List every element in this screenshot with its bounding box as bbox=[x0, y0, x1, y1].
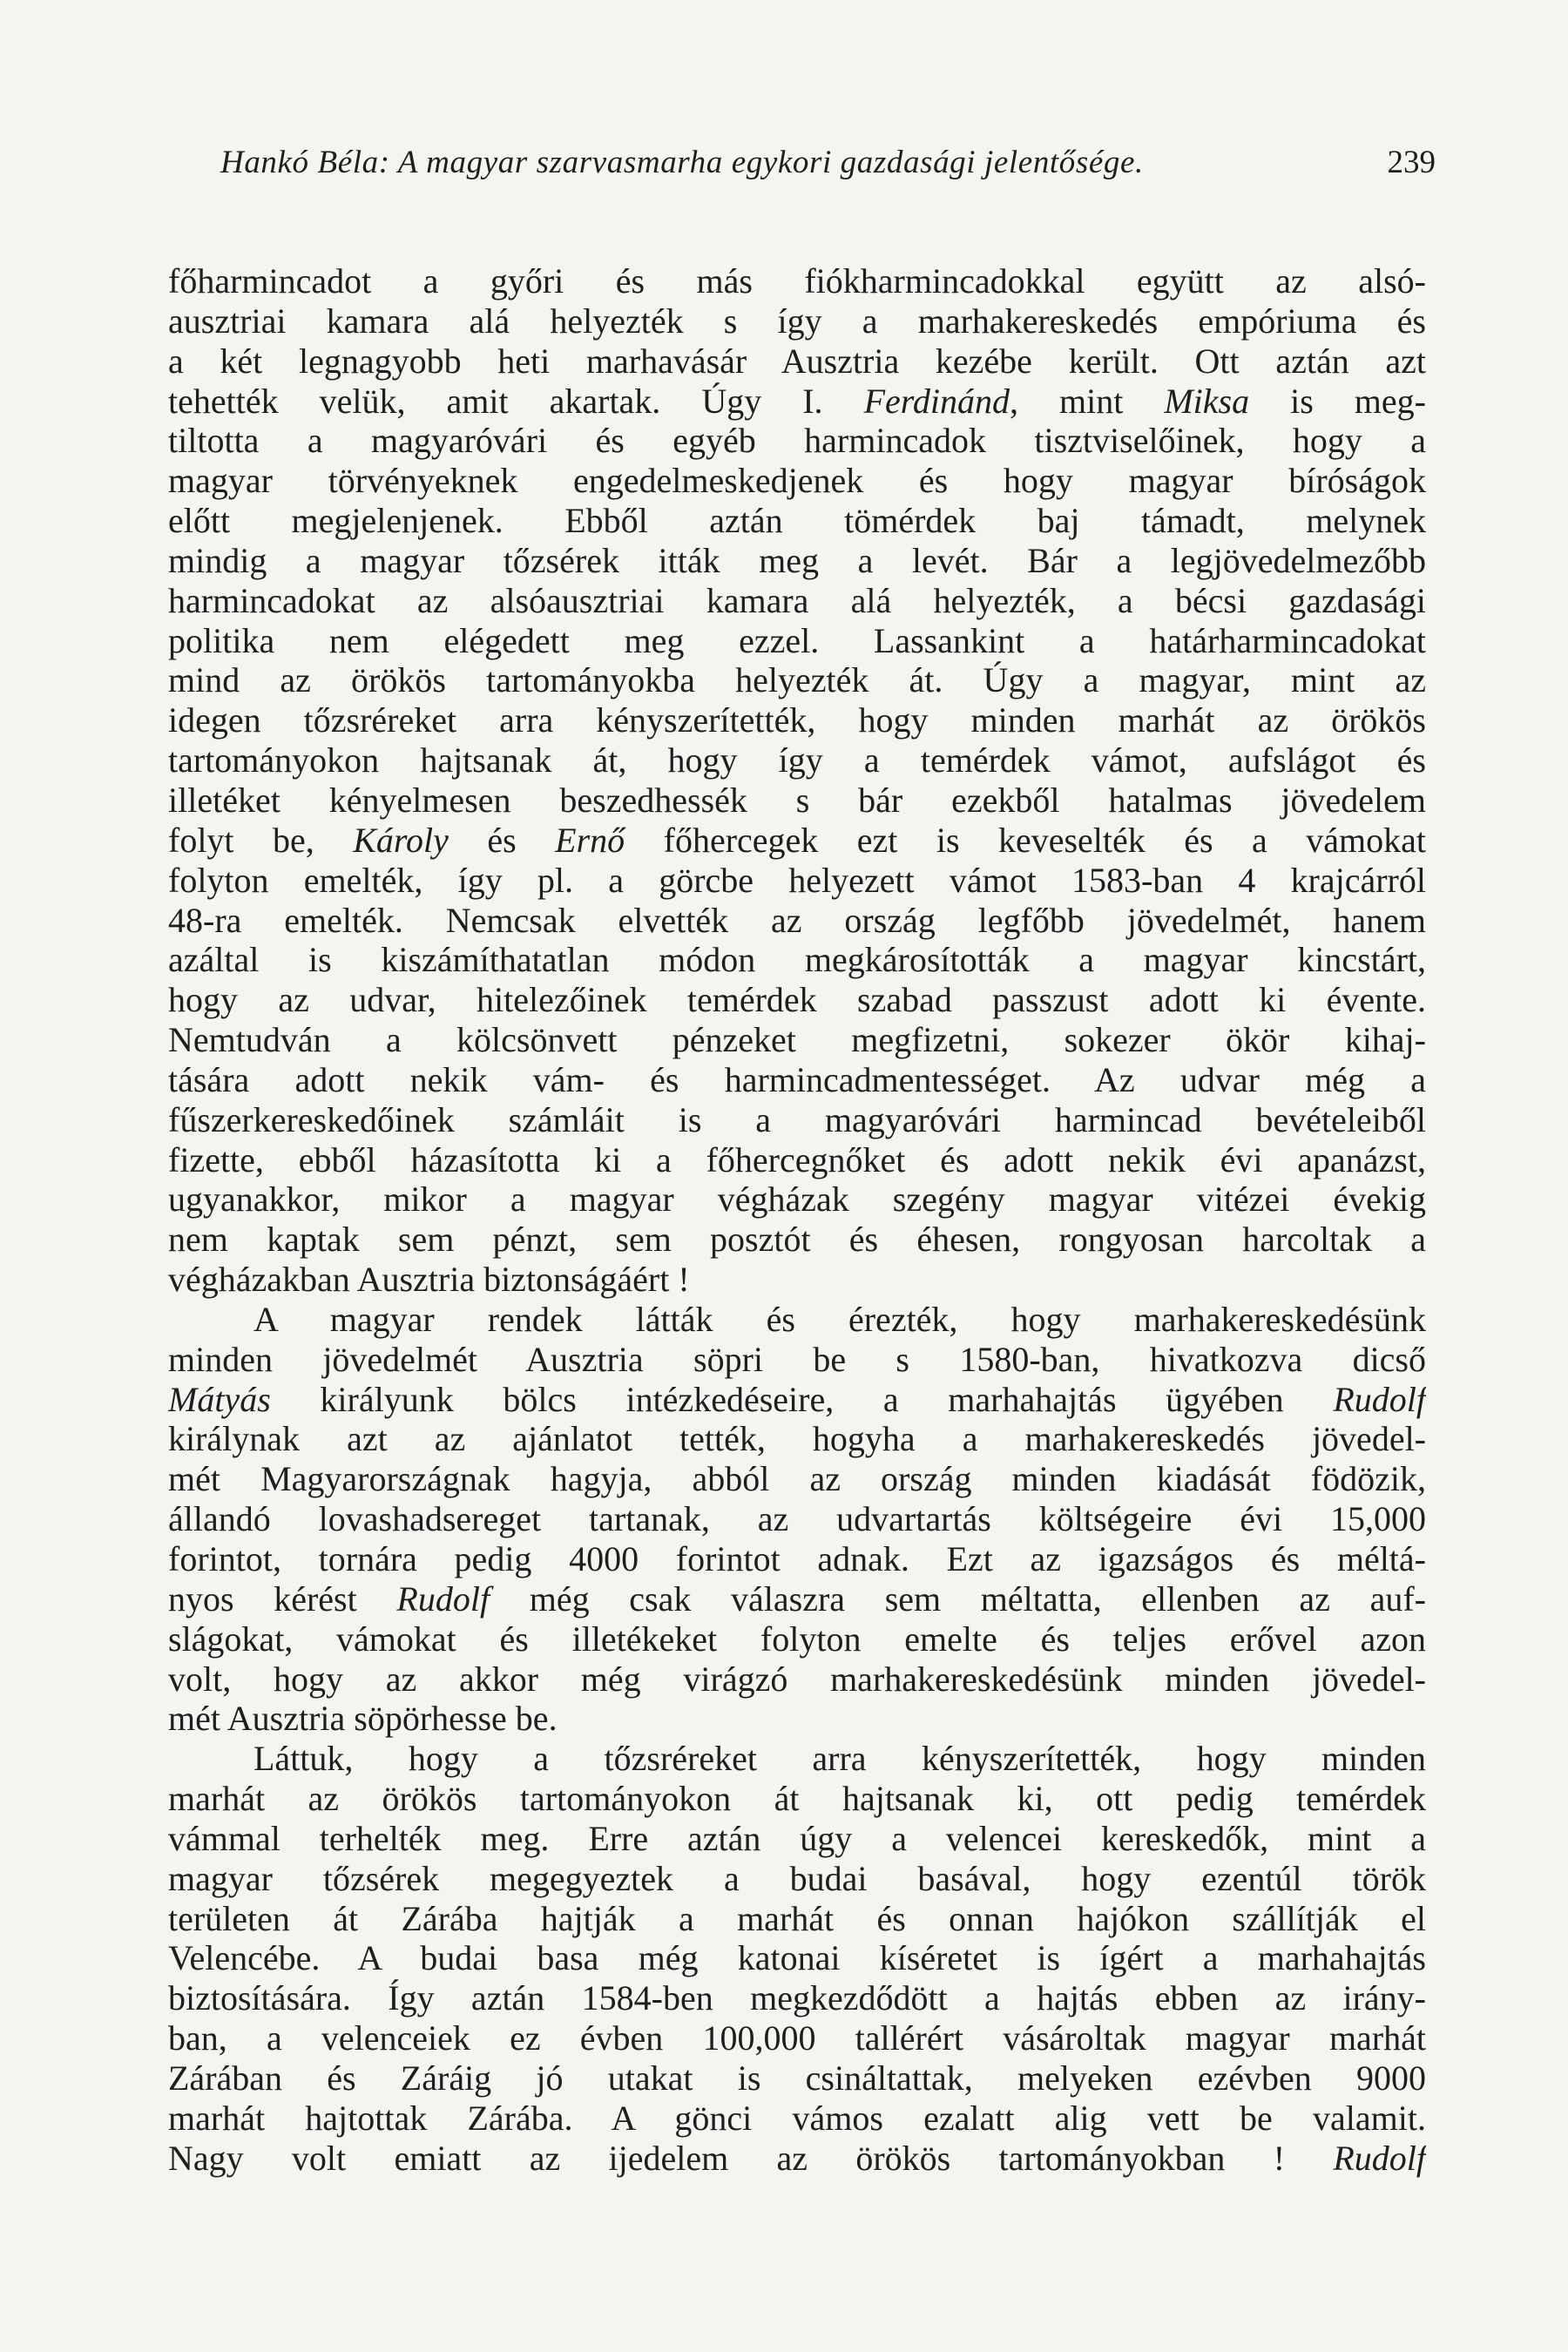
text-run: ban, a velenceiek ez évben 100,000 tallérért vásároltak magyar marhát bbox=[168, 2018, 1426, 2058]
text-run: vámmal terhelték meg. Erre aztán úgy a velencei kereskedők, mint a bbox=[168, 1818, 1426, 1858]
text-run: harmincadokat az alsóausztriai kamara alá helyezték, a bécsi gazdasági bbox=[168, 580, 1426, 620]
text-run: marhát az örökös tartományokon át hajtsanak ki, ott pedig temérdek bbox=[168, 1779, 1426, 1819]
text-run: előtt megjelenjenek. Ebből aztán tömérdek baj támadt, melynek bbox=[168, 501, 1426, 541]
italic-name: Miksa bbox=[1164, 381, 1250, 421]
text-line bbox=[168, 1220, 1426, 1260]
text-line bbox=[168, 1179, 1426, 1220]
text-line bbox=[168, 1899, 1426, 1939]
text-run: még csak válaszra sem méltatta, ellenben az auf- bbox=[490, 1578, 1426, 1619]
body-text bbox=[168, 261, 1426, 2179]
text-run: minden jövedelmét Ausztria söpri be s 1580-ban, hivatkozva dicső bbox=[168, 1339, 1426, 1379]
text-run: idegen tőzsréreket arra kényszerítették, hogy minden marhát az örökös bbox=[168, 700, 1426, 740]
italic-name: Rudolf bbox=[1333, 2138, 1426, 2178]
text-run: forintot, tornára pedig 4000 forintot adnak. Ezt az igazságos és méltá- bbox=[168, 1539, 1426, 1578]
text-line bbox=[168, 1978, 1426, 2018]
text-run: állandó lovashadsereget tartanak, az udvartartás költségeire évi 15,000 bbox=[168, 1499, 1426, 1539]
text-line bbox=[168, 1579, 1426, 1619]
text-line bbox=[168, 581, 1426, 621]
text-run: biztosítására. Így aztán 1584-ben megkezdődött a hajtás ebben az irány- bbox=[168, 1978, 1426, 2018]
text-line bbox=[168, 1739, 1426, 1779]
text-line bbox=[168, 980, 1426, 1020]
text-run: mind az örökös tartományokba helyezték át. Úgy a magyar, mint az bbox=[168, 660, 1426, 700]
text-run: területen át Zárába hajtják a marhát és onnan hajókon szállítják el bbox=[168, 1898, 1426, 1938]
text-run: tartományokon hajtsanak át, hogy így a temérdek vámot, aufslágot és bbox=[168, 740, 1426, 781]
text-line bbox=[168, 1020, 1426, 1060]
text-line bbox=[168, 1060, 1426, 1100]
text-run: illetéket kényelmesen beszedhessék s bár ezekből hatalmas jövedelem bbox=[168, 780, 1426, 820]
text-line bbox=[168, 660, 1426, 700]
text-run: Nemtudván a kölcsönvett pénzeket megfizetni, sokezer ökör kihaj- bbox=[168, 1020, 1426, 1060]
text-line bbox=[168, 940, 1426, 980]
text-run: Zárában és Záráig jó utakat is csináltattak, melyeken ezévben 9000 bbox=[168, 2058, 1426, 2098]
running-title: Hankó Béla: A magyar szarvasmarha egykori gazdasági jelentősége. bbox=[220, 145, 1144, 180]
text-line bbox=[168, 1140, 1426, 1180]
text-run: azáltal is kiszámíthatatlan módon megkárosították a magyar kincstárt, bbox=[168, 940, 1426, 980]
text-run: fűszerkereskedőinek számláit is a magyaróvári harmincad bevételeiből bbox=[168, 1099, 1426, 1139]
text-line bbox=[168, 382, 1426, 422]
text-run: volt, hogy az akkor még virágzó marhakereskedésünk minden jövedel- bbox=[168, 1659, 1426, 1699]
text-line bbox=[168, 341, 1426, 382]
text-line bbox=[168, 2139, 1426, 2179]
text-line bbox=[168, 1380, 1426, 1420]
text-line bbox=[168, 1260, 1426, 1300]
text-line bbox=[168, 1539, 1426, 1579]
text-line bbox=[168, 1938, 1426, 1978]
text-line bbox=[168, 501, 1426, 541]
text-line bbox=[168, 1459, 1426, 1499]
text-line bbox=[168, 621, 1426, 661]
text-line bbox=[168, 1499, 1426, 1539]
text-run: magyar tőzsérek megegyeztek a budai basával, hogy ezentúl török bbox=[168, 1858, 1426, 1898]
text-line bbox=[168, 740, 1426, 781]
italic-name: Rudolf bbox=[1333, 1379, 1426, 1419]
text-run: Velencébe. A budai basa még katonai kíséretet is ígért a marhahajtás bbox=[168, 1938, 1426, 1978]
text-line bbox=[168, 1100, 1426, 1140]
page-number: 239 bbox=[1387, 145, 1436, 180]
text-line bbox=[168, 1859, 1426, 1899]
text-run: A magyar rendek látták és érezték, hogy marhakereskedésünk bbox=[253, 1299, 1426, 1339]
text-line bbox=[168, 1340, 1426, 1380]
text-run: királynak azt az ajánlatot tették, hogyha a marhakereskedés jövedel- bbox=[168, 1419, 1426, 1459]
text-run: Láttuk, hogy a tőzsréreket arra kényszerítették, hogy minden bbox=[253, 1739, 1426, 1779]
text-run: és bbox=[448, 820, 556, 860]
text-line bbox=[168, 1819, 1426, 1859]
text-run: végházakban Ausztria biztonságáért ! bbox=[168, 1260, 690, 1300]
text-line bbox=[168, 781, 1426, 821]
text-run: királyunk bölcs intézkedéseire, a marhahajtás ügyében bbox=[270, 1379, 1334, 1419]
text-line bbox=[168, 1659, 1426, 1700]
text-run: tehették velük, amit akartak. Úgy I. bbox=[168, 381, 864, 421]
text-line bbox=[168, 301, 1426, 341]
text-run: mét Magyarországnak hagyja, abból az ország minden kiadását födözik, bbox=[168, 1459, 1426, 1499]
italic-name: Ferdinánd bbox=[863, 381, 1010, 421]
italic-name: Károly bbox=[353, 820, 449, 860]
text-run: marhát hajtottak Zárába. A gönci vámos ezalatt alig vett be valamit. bbox=[168, 2098, 1426, 2138]
text-line bbox=[168, 700, 1426, 740]
text-line bbox=[168, 821, 1426, 861]
text-line bbox=[168, 461, 1426, 501]
text-run: tására adott nekik vám- és harmincadmentességet. Az udvar még a bbox=[168, 1059, 1426, 1099]
text-run: folyt be, bbox=[168, 820, 354, 860]
text-line bbox=[168, 901, 1426, 941]
text-run: tiltotta a magyaróvári és egyéb harmincadok tisztviselőinek, hogy a bbox=[168, 421, 1426, 461]
text-line bbox=[168, 1619, 1426, 1659]
text-line bbox=[168, 541, 1426, 581]
text-run: magyar törvényeknek engedelmeskedjenek és hogy magyar bíróságok bbox=[168, 461, 1426, 501]
italic-name: Rudolf bbox=[396, 1578, 490, 1619]
text-run: hogy az udvar, hitelezőinek temérdek szabad passzust adott ki évente. bbox=[168, 980, 1426, 1020]
text-run: főhercegek ezt is keveselték és a vámokat bbox=[625, 820, 1426, 860]
text-run: fizette, ebből házasította ki a főhercegnőket és adott nekik évi apanázst, bbox=[168, 1139, 1426, 1179]
text-line bbox=[168, 2058, 1426, 2099]
text-run: 48-ra emelték. Nemcsak elvették az ország legfőbb jövedelmét, hanem bbox=[168, 900, 1426, 940]
text-run: főharmincadot a győri és más fiókharmincadokkal együtt az alsó- bbox=[168, 261, 1426, 301]
text-line bbox=[168, 261, 1426, 301]
text-line bbox=[168, 1779, 1426, 1819]
text-run: slágokat, vámokat és illetékeket folyton emelte és teljes erővel azon bbox=[168, 1619, 1426, 1659]
text-line bbox=[168, 861, 1426, 901]
text-run: folyton emelték, így pl. a görcbe helyezett vámot 1583-ban 4 krajcárról bbox=[168, 860, 1426, 900]
text-run: nem kaptak sem pénzt, sem posztót és éhesen, rongyosan harcoltak a bbox=[168, 1220, 1426, 1260]
text-run: nyos kérést bbox=[168, 1578, 397, 1619]
italic-name: Ernő bbox=[555, 820, 625, 860]
text-run: politika nem elégedett meg ezzel. Lassankint a határharmincadokat bbox=[168, 620, 1426, 660]
italic-name: Mátyás bbox=[168, 1379, 271, 1419]
text-run: mindig a magyar tőzsérek itták meg a levét. Bár a legjövedelmezőbb bbox=[168, 540, 1426, 580]
text-line bbox=[168, 1699, 1426, 1739]
text-line bbox=[168, 2018, 1426, 2058]
text-run: a két legnagyobb heti marhavásár Ausztria kezébe került. Ott aztán azt bbox=[168, 341, 1426, 381]
text-run: is meg- bbox=[1249, 381, 1426, 421]
text-run: , mint bbox=[1009, 381, 1165, 421]
text-run: ugyanakkor, mikor a magyar végházak szegény magyar vitézei évekig bbox=[168, 1179, 1426, 1220]
text-line bbox=[168, 1419, 1426, 1459]
text-run: Nagy volt emiatt az ijedelem az örökös tartományokban ! bbox=[168, 2138, 1334, 2178]
text-run: ausztriai kamara alá helyezték s így a marhakereskedés empóriuma és bbox=[168, 301, 1426, 341]
text-run: mét Ausztria söpörhesse be. bbox=[168, 1699, 558, 1739]
text-line bbox=[168, 1300, 1426, 1340]
text-line bbox=[168, 2099, 1426, 2139]
text-line bbox=[168, 421, 1426, 461]
running-head bbox=[220, 141, 1436, 185]
